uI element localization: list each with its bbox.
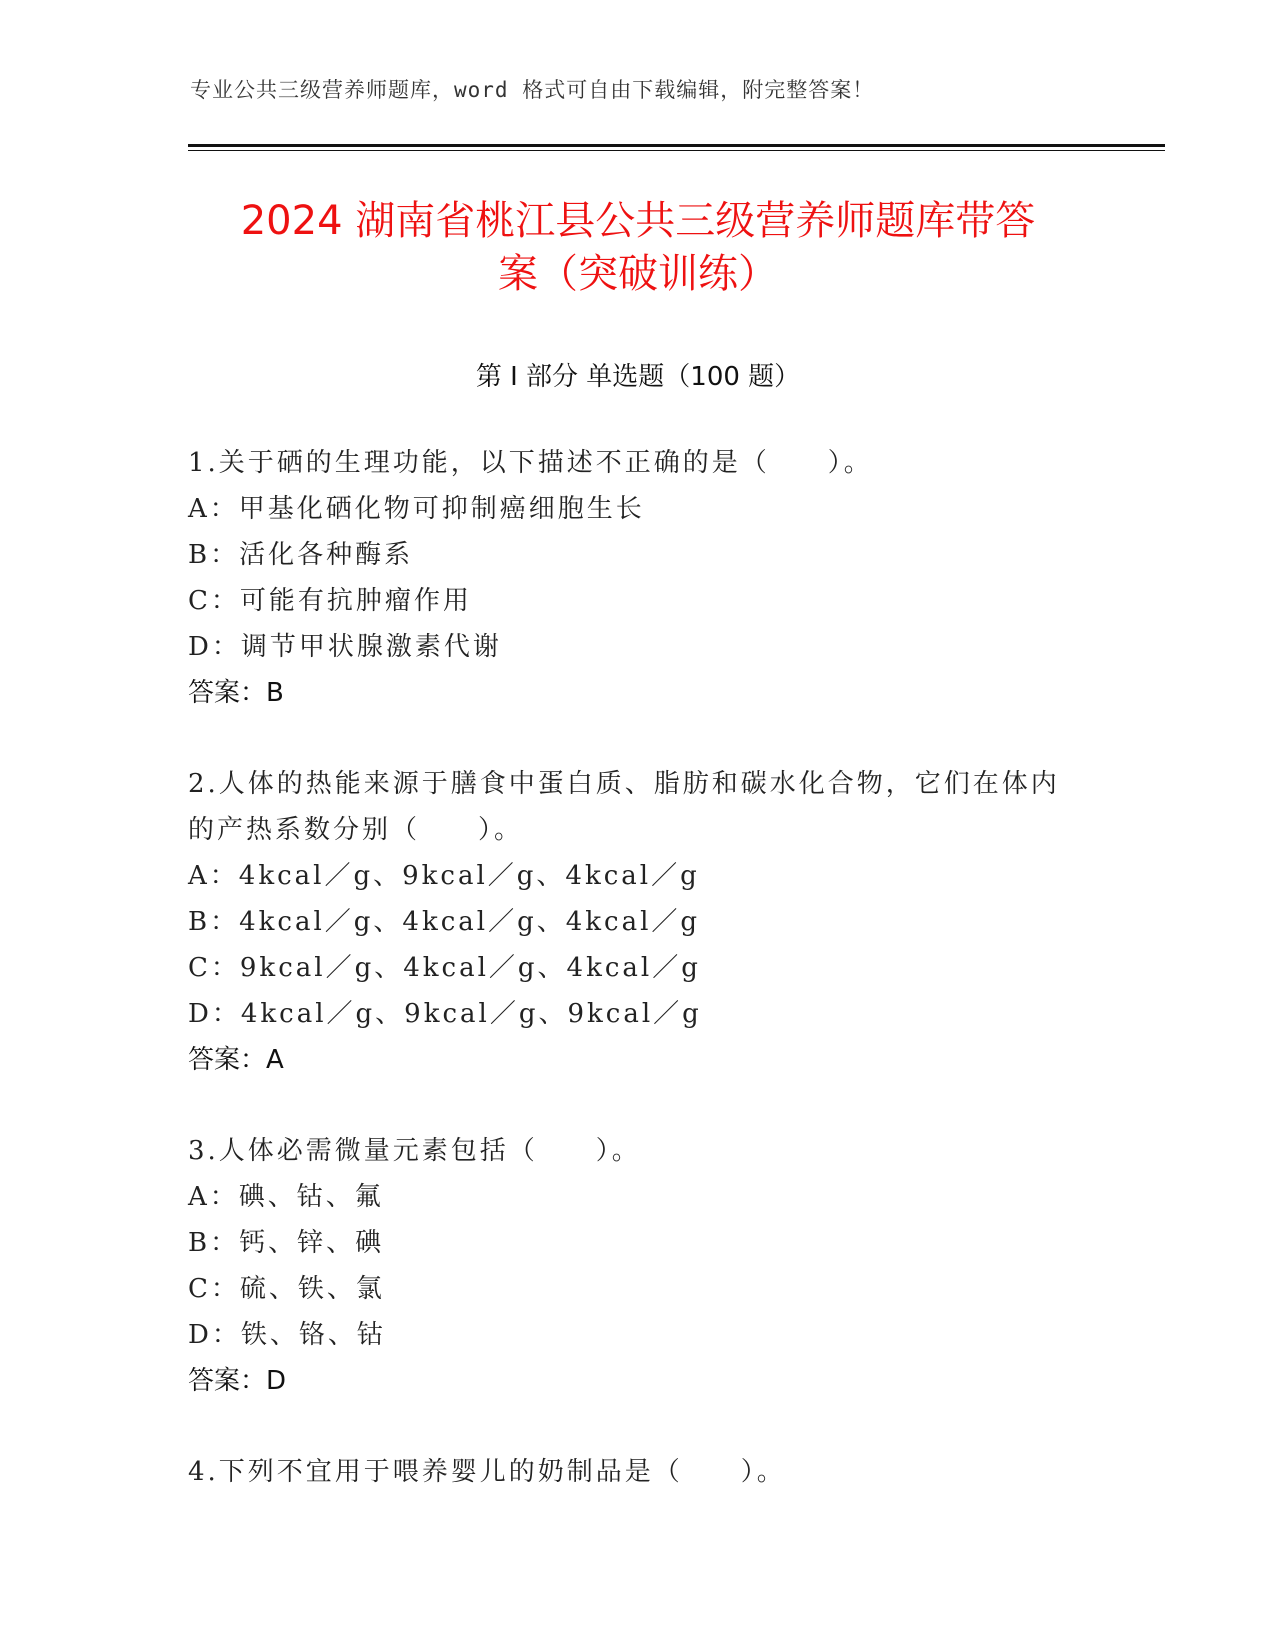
- question-stem: 4.下列不宜用于喂养婴儿的奶制品是（ ）。: [188, 1457, 786, 1487]
- header-divider-thick: [188, 144, 1165, 147]
- option-c: C：可能有抗肿瘤作用: [188, 586, 472, 616]
- option-c: C：9kcal／g、4kcal／g、4kcal／g: [188, 953, 701, 983]
- question-4: [188, 1449, 1088, 1495]
- question-2: [188, 761, 1088, 1083]
- document-title: [188, 195, 1088, 301]
- answer: 答案：B: [188, 678, 284, 708]
- option-a: A：4kcal／g、9kcal／g、4kcal／g: [188, 861, 700, 891]
- header-divider-thin: [188, 150, 1165, 151]
- question-3: [188, 1128, 1088, 1404]
- question-stem-continued: 的产热系数分别（ ）。: [188, 815, 524, 845]
- document-title-line-1: 2024 湖南省桃江县公共三级营养师题库带答: [240, 198, 1036, 244]
- question-stem: 1.关于硒的生理功能，以下描述不正确的是（ ）。: [188, 448, 873, 478]
- document-title-line-2: 案（突破训练）: [498, 251, 778, 297]
- answer: 答案：D: [188, 1366, 287, 1396]
- answer: 答案：A: [188, 1045, 284, 1075]
- section-title: 第 I 部分 单选题（100 题）: [475, 362, 801, 392]
- option-b: B：活化各种酶系: [188, 540, 414, 570]
- question-stem: 2.人体的热能来源于膳食中蛋白质、脂肪和碳水化合物，它们在体内: [188, 769, 1060, 799]
- question-1: [188, 440, 1088, 716]
- option-b: B：钙、锌、碘: [188, 1228, 385, 1258]
- option-d: D：4kcal／g、9kcal／g、9kcal／g: [188, 999, 702, 1029]
- question-list: [188, 440, 1088, 1540]
- option-d: D：调节甲状腺激素代谢: [188, 632, 502, 662]
- option-a: A：碘、钴、氟: [188, 1182, 384, 1212]
- header-note: 专业公共三级营养师题库，word 格式可自由下载编辑，附完整答案！: [190, 78, 875, 102]
- option-d: D：铁、铬、钴: [188, 1320, 386, 1350]
- option-a: A：甲基化硒化物可抑制癌细胞生长: [188, 494, 645, 524]
- option-c: C：硫、铁、氯: [188, 1274, 385, 1304]
- question-stem: 3.人体必需微量元素包括（ ）。: [188, 1136, 641, 1166]
- option-b: B：4kcal／g、4kcal／g、4kcal／g: [188, 907, 701, 937]
